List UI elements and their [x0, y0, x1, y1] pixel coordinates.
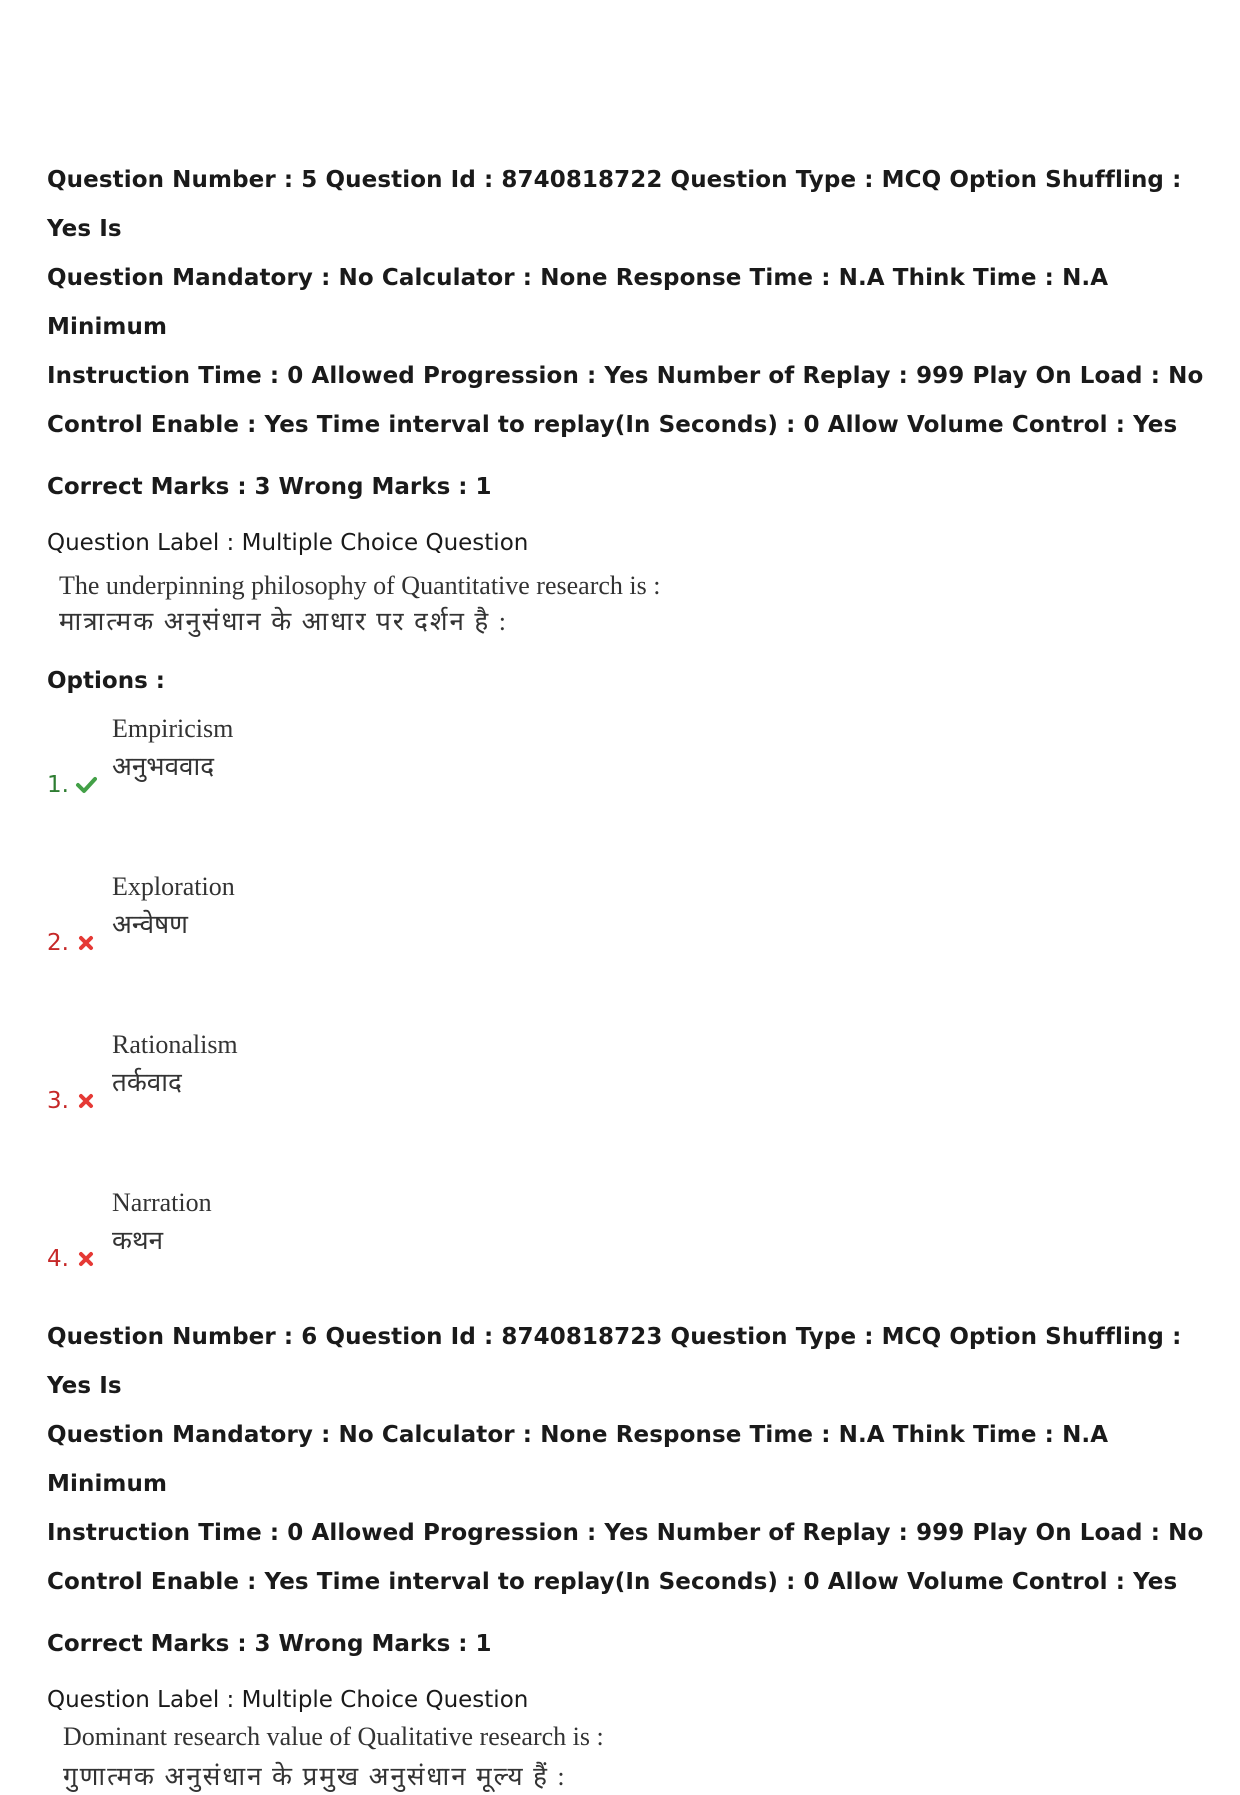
option-text-hindi: अन्वेषण: [112, 910, 188, 939]
option-text-hindi: तर्कवाद: [112, 1068, 182, 1097]
option-1: [47, 710, 1207, 868]
option-number: 2.: [47, 930, 69, 956]
question-meta-line: Question Number : 6 Question Id : 8740818723 Question Type : MCQ Option Shuffling : Yes Is: [47, 1324, 1182, 1399]
question-text-english: The underpinning philosophy of Quantitative research is :: [59, 571, 661, 600]
question-meta-line: Instruction Time : 0 Allowed Progression : Yes Number of Replay : 999 Play On Load : No: [47, 363, 1204, 389]
question-label: Question Label : Multiple Choice Question: [47, 530, 529, 556]
check-icon: [75, 774, 97, 796]
question-meta-line: Question Mandatory : No Calculator : None Response Time : N.A Think Time : N.A Minimum: [47, 265, 1109, 340]
options-list: [47, 710, 1207, 1342]
cross-icon: [75, 932, 97, 954]
cross-icon: [75, 1248, 97, 1270]
option-text: [112, 710, 233, 786]
option-text-english: Rationalism: [112, 1030, 238, 1059]
question-meta-line: Question Mandatory : No Calculator : None Response Time : N.A Think Time : N.A Minimum: [47, 1422, 1109, 1497]
question-text-hindi: मात्रात्मक अनुसंधान के आधार पर दर्शन है :: [59, 607, 508, 636]
cross-icon: [75, 1090, 97, 1112]
option-text-english: Narration: [112, 1188, 212, 1217]
option-text-english: Exploration: [112, 872, 235, 901]
option-text: [112, 1026, 238, 1102]
option-text-hindi: कथन: [112, 1226, 164, 1255]
question-meta-line: Instruction Time : 0 Allowed Progression : Yes Number of Replay : 999 Play On Load : No: [47, 1520, 1204, 1546]
option-text: [112, 1184, 212, 1260]
question-text-hindi: गुणात्मक अनुसंधान के प्रमुख अनुसंधान मूल्य हैं :: [63, 1762, 567, 1791]
question-text: [63, 1719, 1207, 1795]
option-text-english: Empiricism: [112, 714, 234, 743]
option-text-hindi: अनुभववाद: [112, 752, 215, 781]
question-label: Question Label : Multiple Choice Question: [47, 1687, 529, 1713]
options-heading: Options :: [47, 668, 165, 694]
option-number: 4.: [47, 1246, 69, 1272]
option-text: [112, 868, 235, 944]
question-5: [47, 156, 1207, 1342]
option-3: [47, 1026, 1207, 1184]
question-marks: Correct Marks : 3 Wrong Marks : 1: [47, 474, 492, 500]
question-6: [47, 1313, 1207, 1795]
option-number: 3.: [47, 1088, 69, 1114]
option-number: 1.: [47, 772, 69, 798]
question-marks: Correct Marks : 3 Wrong Marks : 1: [47, 1631, 492, 1657]
question-meta-line: Question Number : 5 Question Id : 8740818722 Question Type : MCQ Option Shuffling : Yes Is: [47, 167, 1182, 242]
question-text-english: Dominant research value of Qualitative research is :: [63, 1722, 604, 1751]
question-meta-line: Control Enable : Yes Time interval to replay(In Seconds) : 0 Allow Volume Control : Yes: [47, 1569, 1178, 1595]
option-2: [47, 868, 1207, 1026]
question-meta-line: Control Enable : Yes Time interval to replay(In Seconds) : 0 Allow Volume Control : Yes: [47, 412, 1178, 438]
question-text: [59, 568, 1207, 640]
